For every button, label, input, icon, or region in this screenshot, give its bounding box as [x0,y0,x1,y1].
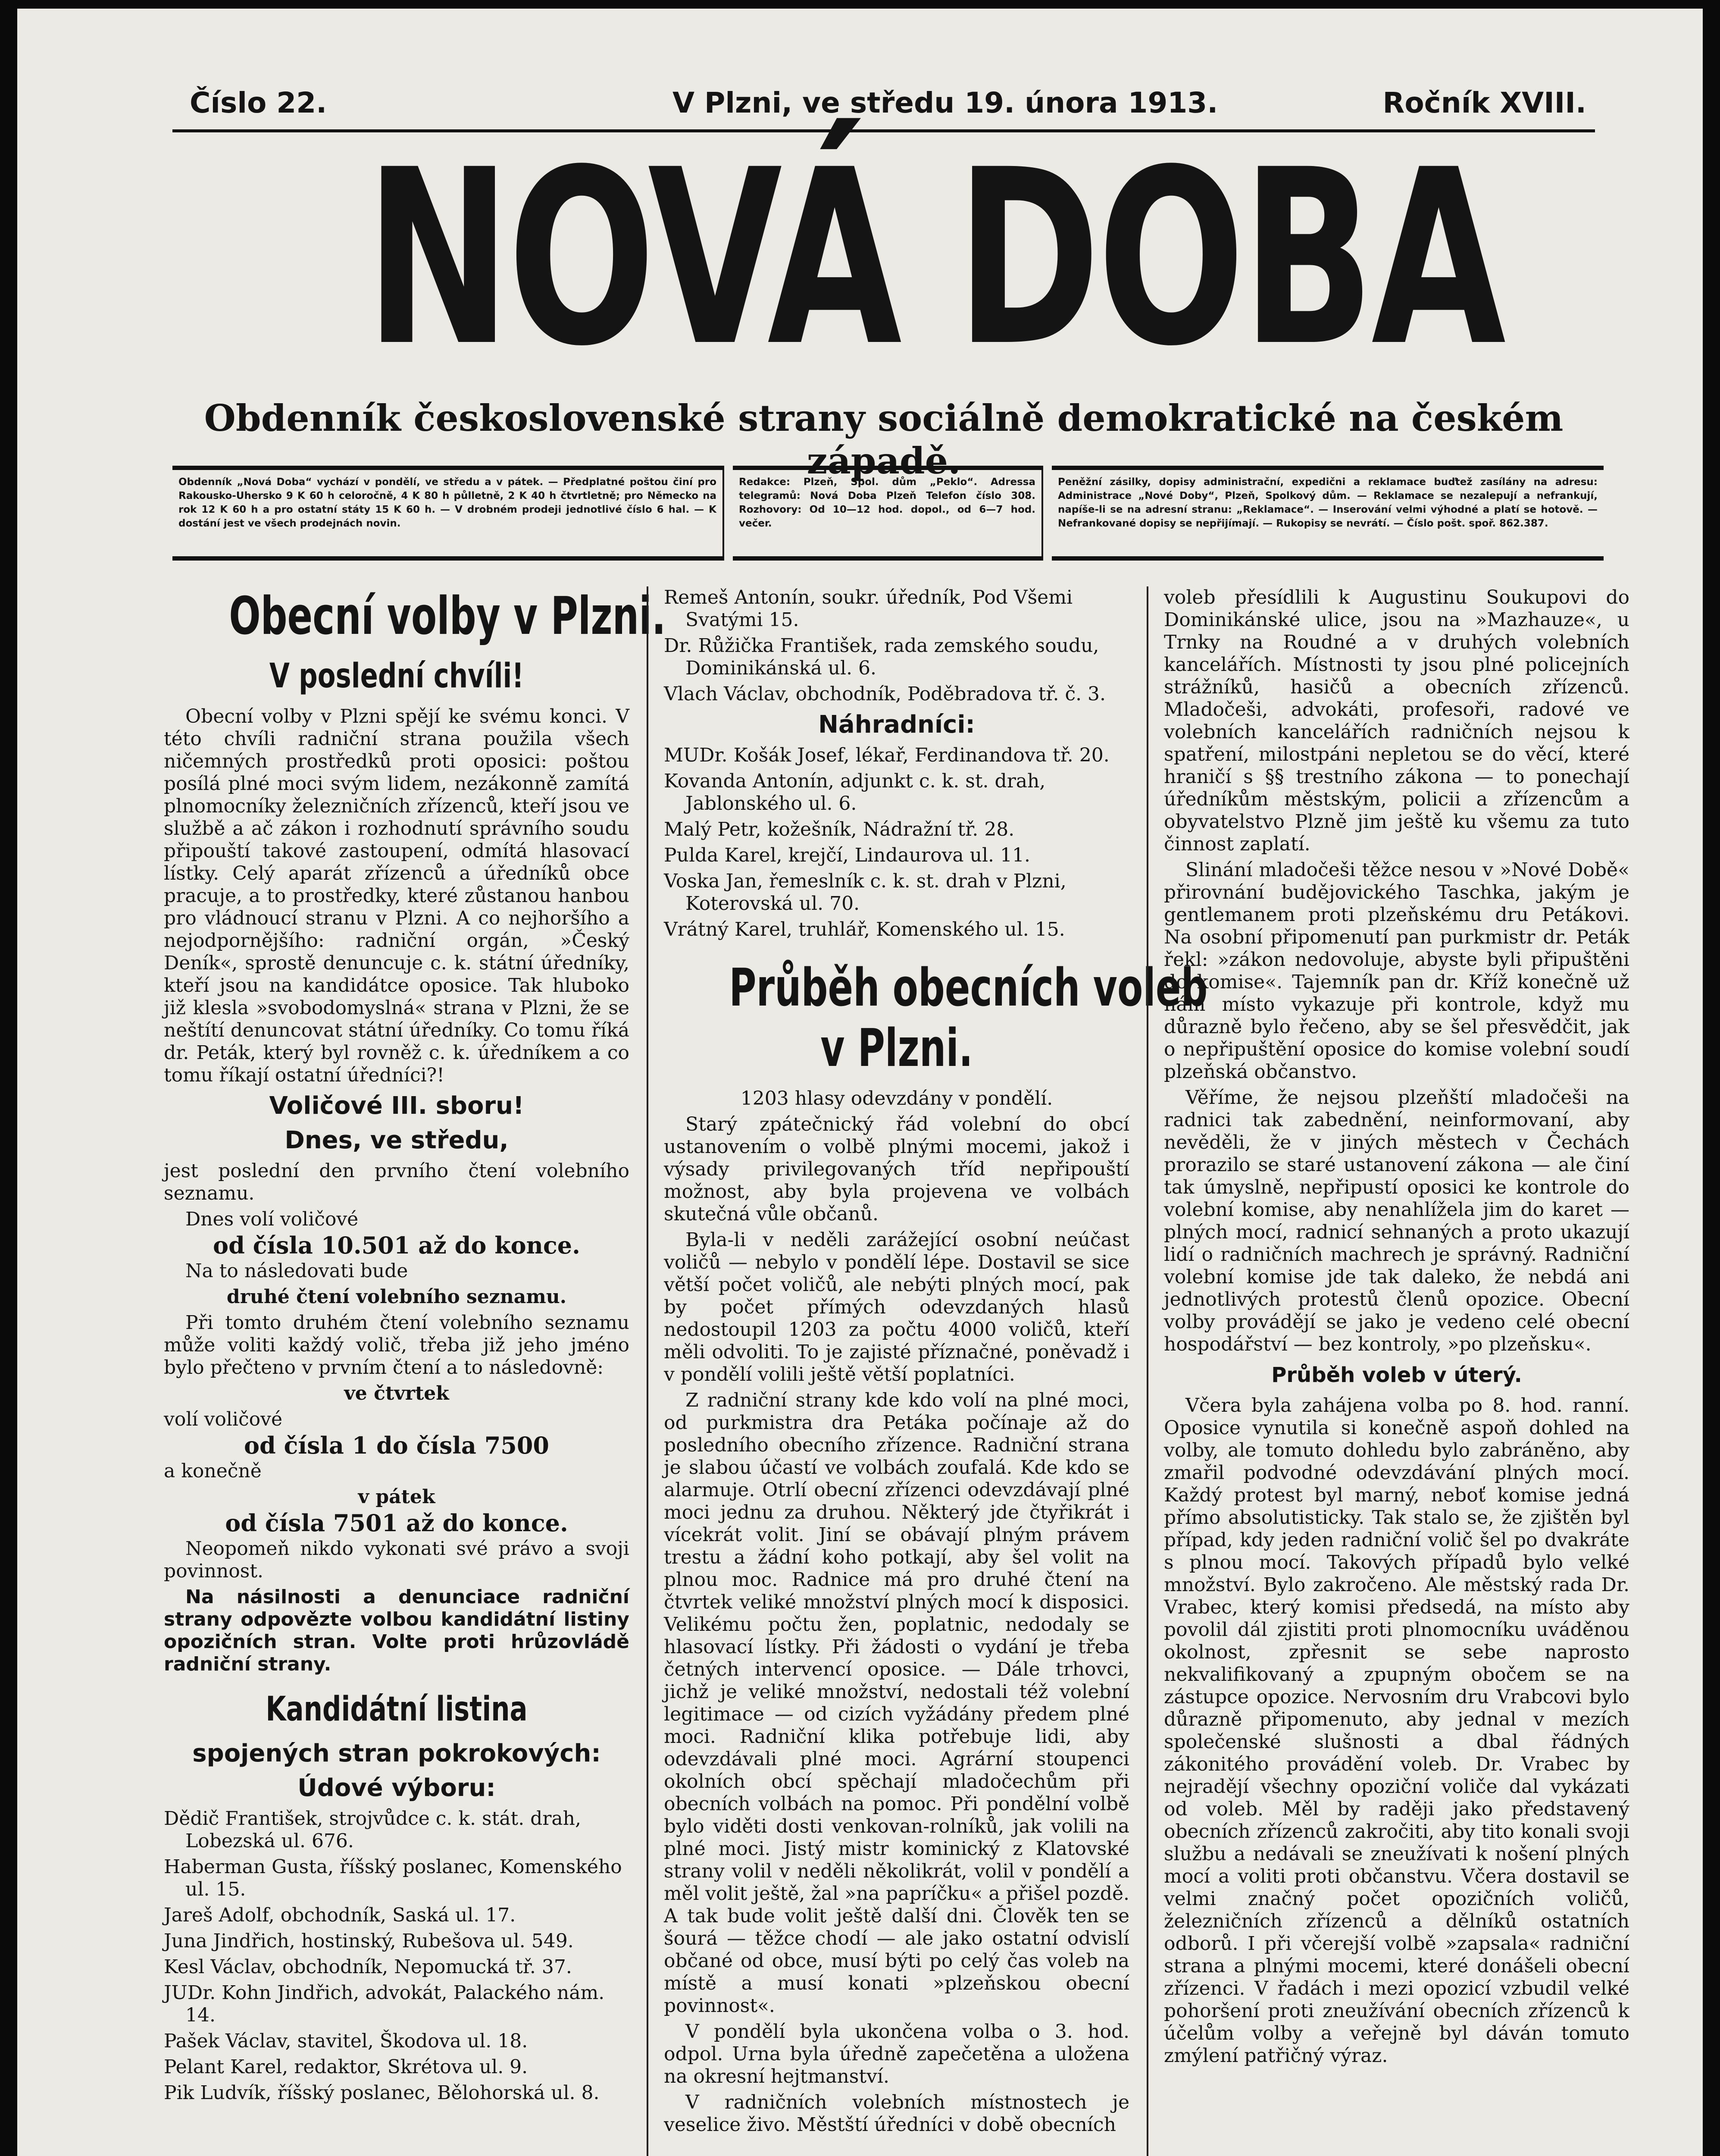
article-paragraph: Starý zpátečnický řád volební do obcí ustanovením o volbě plnými mocemi, jakož i výsady privilegovaných tříd nepřipouští možnost, aby byla projevena ve volbách skutečná vůle občanů. [664,1113,1129,1225]
list-item: Pašek Václav, stavitel, Škodova ul. 18. [164,2030,528,2052]
members-heading: Údové výboru: [297,1774,496,1802]
article-paragraph: Z radniční strany kde kdo volí na plné moci, od purkmistra dra Petáka počínaje až do posledního obecního zřízence. Radniční strana je slabou účastí ve volbách zoufalá. Kde kdo se alarmuje. Otrlí obecní zřízenci odevzdávají plné moci jednu za druhou. Některý jde čtyřikrát i vícekrát volit. Jiní se obávají plným právem trestu a žádní koho potkají, aby šel volit na plnou moc. Radnice má pro druhé čtení na čtvrtek veliké množství plných mocí k disposici. Velikému počtu žen, poplatnic, nedodaly se hlasovací lístky. Při žádosti o vydání je třeba četných intervencí oposice. — Dále trhovci, jichž je veliké množství, nedostali též volební legitimace — od cizích vyžádány předem plné moci. Radniční klika potřebuje lidi, aby odevzdávali plné moci. Agrární stoupenci okolních obcí spěchají mladočechům při obecních volbách na pomoc. Při pondělní volbě bylo viděti dosti venkovan-rolníků, jak volili na plné moci. Jistý mistr kominický z Klatovské strany volil v neděli několikrát, volil v pondělí a měl volit ještě, žal »na papríčku« a přišel pozdě. A tak bude volit ještě další dni. Člověk ten se šourá — těžce chodí — ale jako ostatní odvislí občané od obce, musí býti po celý čas voleb na místě a musí konati »plzeňskou obecní povinnost«. [664,1389,1129,2017]
list-item: Pulda Karel, krejčí, Lindaurova ul. 11. [664,844,1031,866]
list-item: Vrátný Karel, truhlář, Komenského ul. 15. [664,918,1065,940]
list-item: Kesl Václav, obchodník, Nepomucká tř. 37. [164,1956,572,1978]
issue-number: Číslo 22. [190,86,327,119]
article-subhead: V poslední chvíli! [269,657,524,696]
list-item: Remeš Antonín, soukr. úředník, Pod Všemi Svatými 15. [664,586,1073,631]
list-item: Dr. Růžička František, rada zemského soudu, Dominikánská ul. 6. [664,635,1099,679]
day-label: ve čtvrtek [344,1382,449,1404]
list-item: Dědič František, strojvůdce c. k. stát. drah, Lobezská ul. 676. [164,1808,581,1852]
column-2 [664,586,1208,2156]
list-item: Pelant Karel, redaktor, Skrétova ul. 9. [164,2056,528,2078]
article-paragraph: Při tomto druhém čtení volebního seznamu může voliti každý volič, třeba již jeho jméno bylo přečteno v prvním čtení a to následovně: [164,1312,629,1379]
candidate-list-subtitle: spojených stran pokrokových: [192,1739,601,1767]
article-line: a konečně [164,1460,262,1482]
article-title-progress-2: v Plzni. [820,1018,973,1078]
issue-date: V Plzni, ve středu 19. února 1913. [672,86,1218,119]
list-item: MUDr. Košák Josef, lékař, Ferdinandova tř. 20. [664,744,1110,766]
list-item: Jareš Adolf, obchodník, Saská ul. 17. [164,1904,516,1926]
newspaper-page [17,9,1703,2156]
number-range: od čísla 7501 až do konce. [225,1509,568,1537]
list-item: JUDr. Kohn Jindřich, advokát, Palackého nám. 14. [164,1982,605,2026]
list-item: Malý Petr, kožešník, Nádražní tř. 28. [664,818,1015,840]
number-range: od čísla 10.501 až do konce. [213,1232,580,1259]
article-line: Dnes volí voličové [185,1208,359,1230]
article-paragraph-bold: Na násilnosti a denunciace radniční strany odpovězte volbou kandidátní listiny opozičních stran. Volte proti hrůzovládě radniční strany. [164,1586,629,1675]
list-item: Pik Ludvík, říšský poslanec, Bělohorská ul. 8. [164,2082,600,2104]
list-item: Vlach Václav, obchodník, Poděbradova tř. č. 3. [664,683,1106,705]
article-paragraph: Věříme, že nejsou plzeňští mladočeši na radnici tak zabednění, neinformovaní, aby nevěděli, že v jiných městech v Čechách prorazilo se staré ustanovení zákona — ale činí tak úmyslně, nepřipustí oposici ke kontrole do volební komise, aby nenahlížela jim do karet — plných mocí, radnicí sehnaných a proto ukazují lidí o radničních machrech je správný. Radniční volební komise jde tak daleko, že nebdá ani jednotlivých protestů členů opozice. Obecní volby provádějí se jako je vedeno celé obecní hospodářství — bez kontroly, »po plzeňsku«. [1164,1087,1629,1355]
article-lead: 1203 hlasy odevzdány v pondělí. [740,1087,1053,1109]
list-item: Juna Jindřich, hostinský, Rubešova ul. 549. [164,1930,574,1952]
article-paragraph: V pondělí byla ukončena volba o 3. hod. odpol. Urna byla úředně zapečetěna a uložena na okresní hejtmanství. [664,2021,1129,2087]
article-title-elections: Obecní volby v Plzni. [229,586,666,646]
info-box-editorial: Redakce: Plzeň, Spol. dům „Peklo“. Adressa telegramů: Nová Doba Plzeň Telefon číslo 308. Rozhovory: Od 10—12 hod. dopol., od 6—7 hod. večer. [733,466,1043,561]
substitutes-heading: Náhradníci: [818,711,975,739]
number-range: od čísla 1 do čísla 7500 [244,1432,549,1459]
column-divider [647,586,648,2156]
column-3 [1164,586,1629,2156]
list-item: Kovanda Antonín, adjunkt c. k. st. drah, Jablonského ul. 6. [664,770,1046,815]
article-title-progress: Průběh obecních voleb [729,958,1208,1018]
tuesday-heading: Průběh voleb v úterý. [1271,1363,1522,1387]
article-paragraph: Obecní volby v Plzni spějí ke svému konci. V této chvíli radniční strana použila všech ničemných prostředků proti oposici: poštou posílá plné moci svým lidem, nezákonně zamítá plnomocníky železničních zřízenců, kteří jsou ve službě a ač zákon i rozhodnutí správního soudu připouští takové zastoupení, odmítá hlasovací lístky. Celý aparát zřízenců a úředníků obce pracuje, a to prostředky, které zůstanou hanbou pro vládnoucí stranu v Plzni. A co nejhoršího a nejodpornějšího: radniční orgán, »Český Deník«, sprostě denuncuje c. k. státní úředníky, kteří jsou na kandidátce oposice. Tak hluboko již klesla »svobodomyslná« strana v Plzni, že se neštítí denuncovat státní úředníky. Co tomu říká dr. Peták, který byl rovněž c. k. úředníkem a co tomu říkají ostatní úředníci?! [164,705,629,1086]
article-paragraph: Včera byla zahájena volba po 8. hod. ranní. Oposice vynutila si konečně aspoň dohled na volby, ale tomuto dohledu bylo zabráněno, aby zmařil podvodné odevzdávání plných mocí. Každý protest byl marný, neboť komise jedná přímo absolutisticky. Tak stalo se, že zjištěn byl případ, kdy jeden radniční volič šel po dvakráte s plnou mocí. Takových případů bylo velké množství. Bylo zakročeno. Ale městský rada Dr. Vrabec, který komisi předsedá, na místo aby povolil dál zjistiti proti plnomocníku uváděnou okolnost, zpřesnit se sebe naprosto nekvalifikovaný a zpupným obočem se na zástupce opozice. Nervosním dru Vrabcovi bylo důrazně připomenuto, aby jednal v mezích společenské slušnosti a dbal řádných zákonitého provádění voleb. Dr. Vrabec by nejradějí všechny opoziční voliče dal vykázati od voleb. Měl by raději jako představený obecních zřízenců zakročiti, aby tito konali svoji službu a nedávali se zneužívati k nošení plných mocí a voliti proti občanstvu. Včera dostavil se velmi značný počet opozičních voličů, železničních zřízenců a dělníků ostatních odborů. I při včerejší volbě »zapsala« radniční strana a plnými mocemi, které donášeli obecní zřízenci. V řadách i mezi opozicí vzbudil velké pohoršení proti zneužívání obecních zřízenců k účelům volby a veřejně byl dáván tomuto zmýlení patřičný výraz. [1164,1395,1629,2067]
voters-heading: Voličové III. sboru! [269,1092,524,1120]
list-item: Voska Jan, řemeslník c. k. st. drah v Plzni, Koterovská ul. 70. [664,870,1066,915]
article-paragraph: V radničních volebních místnostech je veselice živo. Městští úředníci v době obecních [664,2091,1129,2136]
article-line: druhé čtení volebního seznamu. [226,1286,567,1308]
list-item: Haberman Gusta, říšský poslanec, Komenského ul. 15. [164,1856,622,1900]
info-box-subscription: Obdenník „Nová Doba“ vychází v pondělí, ve středu a v pátek. — Předplatné poštou činí pro Rakousko-Uhersko 9 K 60 h celoročně, 4 K 80 h půlletně, 2 K 40 h čtvrtletně; pro Německo na rok 12 K 60 h a pro ostatní státy 15 K 60 h. — V drobném prodeji jednotlivé číslo 6 hal. — K dostání jest ve všech prodejnách novin. [172,466,724,561]
article-paragraph: Byla-li v neděli zarážející osobní neúčast voličů — nebylo v pondělí lépe. Dostavil se sice větší počet voličů, ale nebýti plných mocí, pak by počet přímých odevzdaných hlasů nedostoupil 1203 za počtu 4000 voličů, kteří měli odvoliti. To je zajisté příznačné, poněvadž i v pondělí volili ještě větší poplatníci. [664,1229,1129,1385]
info-box-administration: Peněžní zásilky, dopisy administrační, expedični a reklamace buďtež zasílány na adresu: Administrace „Nové Doby“, Plzeň, Spolkový dům. — Reklamace se nezalepují a nefrankují, napíše-li se na adresní stranu: „Reklamace“. — Inserování velmi výhodné a platí se hotově. — Nefrankované dopisy se nepřijímají. — Rukopisy se nevrátí. — Číslo pošt. spoř. 862.387. [1052,466,1604,561]
column-divider [1147,586,1148,2156]
article-line: Na to následovati bude [185,1260,408,1282]
article-paragraph: voleb přesídlili k Augustinu Soukupovi do Dominikánské ulice, jsou na »Mazhauze«, u Trnky na Roudné a v druhých volebních kancelářích. Místnosti ty jsou plné policejních strážníků, hasičů a obecních zřízenců. Mladočeši, advokáti, profesoři, radové ve volebních kancelářích radničních nejsou k spatření, milostpáni nepletou se do věcí, které hraničí s §§ trestního zákona — to ponechají úředníkům městským, policii a zřízencům a obyvatelstvo Plzně jim ještě ku všemu za tuto činnost zaplatí. [1164,586,1629,855]
column-1 [164,586,666,2156]
masthead-title: NOVÁ DOBA [365,118,1503,399]
today-heading: Dnes, ve středu, [285,1126,509,1154]
article-paragraph: Slinání mladočeši těžce nesou v »Nové Době« přirovnání budějovického Taschka, jakým je gentlemanem proti plzeňskému dru Petákovi. Na osobní připomenutí pan purkmistr dr. Peták řekl: »zákon nedovoluje, abyste byli připuštěni do komise«. Tajemník pan dr. Kříž konečně už nám místo vykazuje při kontrole, když mu důrazně bylo řečeno, aby se šel přesvědčit, jak o nepřipuštění oposice do komise volební soudí plzeňská občanstvo. [1164,859,1629,1083]
article-line: volí voličové [164,1408,282,1430]
article-paragraph: jest poslední den prvního čtení volebního seznamu. [164,1160,629,1204]
article-paragraph: Neopomeň nikdo vykonati své právo a svoji povinnost. [164,1538,629,1582]
masthead-subtitle: Obdenník československé strany sociálně demokratické na českém západě. [204,397,1564,482]
issue-volume: Ročník XVIII. [1382,86,1586,119]
candidate-list-title: Kandidátní listina [266,1690,528,1729]
day-label: v pátek [358,1486,435,1508]
